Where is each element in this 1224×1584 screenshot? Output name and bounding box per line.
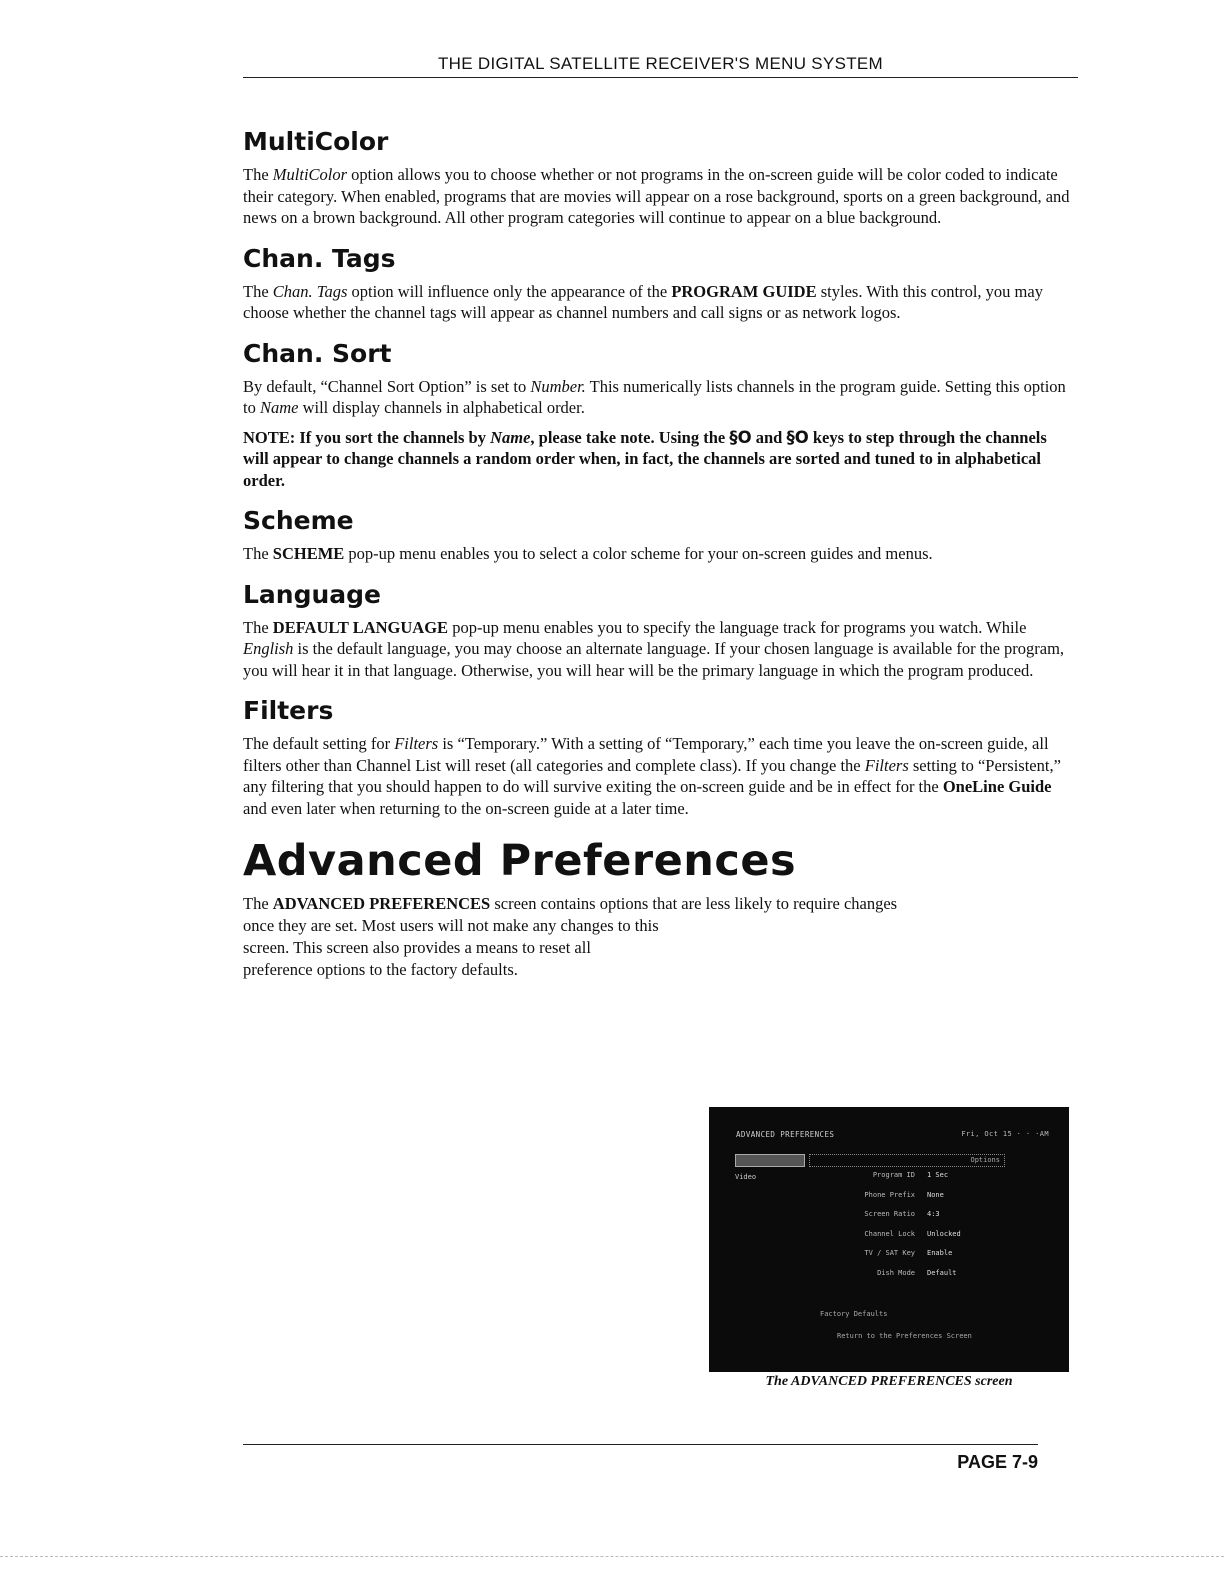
text: option allows you to choose whether or not programs in the on-screen guide will be color coded to indicate their category. When enabled, programs that are movies will appear on a rose background, sports on a green background, and news on a brown background. All other program categories will continue to appear on a blue background. [243,165,1070,227]
heading-filters: Filters [243,696,334,725]
text: will display channels in alphabetical order. [298,398,585,417]
text: and [751,427,787,447]
screen-row-option: Dish Mode [877,1268,915,1277]
screen-option-rows [815,1171,1055,1288]
text: is “Temporary.” With a setting of “Temporary,” each time you leave the on-screen guide, all filters other than Channel List will reset (all categories and complete class). If you change the [243,734,1049,775]
heading-chan-tags: Chan. Tags [243,243,396,273]
section-filters [243,695,1073,819]
paragraph-chan-sort [243,376,1073,419]
heading-chan-sort: Chan. Sort [243,338,392,368]
screen-row-option: Channel Lock [864,1229,915,1238]
text: option will influence only the appearance of the [347,281,672,301]
heading-advanced-preferences: Advanced Preferences [243,836,797,886]
bold-term: ADVANCED PREFERENCES [272,894,491,913]
term: MultiColor [272,165,348,184]
screen-row-value: 4:3 [927,1210,940,1218]
text: The [243,544,273,563]
footer-rule [243,1444,1038,1445]
text: , please take note. Using the [530,427,730,447]
term: Name [490,427,531,447]
term: English [243,639,294,658]
screen-row [815,1171,1055,1191]
heading-language: Language [243,579,382,609]
term: Filters [864,755,909,775]
channel-down-key-icon: §O [786,427,809,447]
screen-row-value: Enable [927,1249,953,1257]
section-multicolor [243,126,1073,229]
text: and even later when returning to the on-screen guide at a later time. [243,798,689,818]
text: By default, “Channel Sort Option” is set to [243,376,531,396]
screen-row [815,1230,1055,1250]
note-chan-sort [243,427,1073,492]
paragraph-filters [243,733,1073,819]
screen-return-link: Return to the Preferences Screen [837,1332,972,1340]
bold-term: DEFAULT LANGUAGE [272,617,449,637]
advanced-preferences-screenshot [709,1107,1069,1372]
text: This numerically lists channels in the program guide. Setting this option to [243,376,1066,417]
screen-row [815,1249,1055,1269]
text: NOTE: If you sort the channels by [243,427,491,447]
section-scheme [243,505,1073,565]
page-number: PAGE 7-9 [957,1452,1038,1472]
text: pop-up menu enables you to specify the language track for programs you watch. While [448,617,1027,637]
scan-artifact-line [0,1556,1224,1557]
screen-row [815,1191,1055,1211]
screen-row [815,1210,1055,1230]
section-chan-sort [243,338,1073,492]
paragraph-language [243,617,1073,682]
figure-caption: The ADVANCED PREFERENCES screen [765,1374,1013,1389]
screen-row-option: Program ID [872,1171,915,1179]
section-chan-tags [243,243,1073,324]
text: pop-up menu enables you to select a color scheme for your on-screen guides and menus. [344,544,933,563]
bold-term: SCHEME [272,544,345,563]
text: The default setting for [243,734,395,753]
screen-date: Fri, Oct 15 · · ·AM [961,1130,1049,1138]
text: The [243,894,273,913]
screen-title: ADVANCED PREFERENCES [736,1130,835,1139]
screen-factory-defaults: Factory Defaults [820,1310,888,1318]
header-rule [243,77,1078,78]
screen-tab-video: Video [735,1173,757,1181]
screen-row-option: Screen Ratio [864,1210,915,1218]
screen-tab-highlight [735,1154,805,1167]
text: The [243,281,273,301]
running-header: THE DIGITAL SATELLITE RECEIVER'S MENU SYSTEM [438,54,883,73]
paragraph-chan-tags [243,281,1073,324]
screen-row [815,1269,1055,1289]
bold-term: OneLine Guide [942,777,1052,796]
screen-row-value: 1 Sec [927,1171,949,1179]
channel-up-key-icon: §O [729,427,752,447]
text: keys to step through the channels will appear to change channels a random order when, in fact, the channels are sorted and tuned to in alphabetical order. [243,427,1047,490]
paragraph-advanced-continued: once they are set. Most users will not make any changes to this screen. This screen also provides a means to reset all preference options to the factory defaults. [243,916,659,979]
screen-row-option: TV / SAT Key [864,1249,915,1257]
heading-multicolor: MultiColor [243,127,389,156]
paragraph-multicolor [243,164,1073,229]
text: The [243,617,273,637]
screen-row-value: Default [927,1268,957,1277]
bold-term: PROGRAM GUIDE [671,281,817,301]
screen-row-option: Phone Prefix [864,1190,915,1199]
term: Name [259,398,299,417]
screen-options-header: Options [809,1154,1005,1167]
page-content [243,126,1073,981]
text: is the default language, you may choose an alternate language. If your chosen language is available for the program, you will hear it in that language. Otherwise, you will hear will be the primary language in which the program produced. [243,639,1065,680]
screen-row-value: Unlocked [927,1229,961,1238]
paragraph-scheme [243,543,1073,565]
text: setting to “Persistent,” any filtering that you should happen to do will survive exiting the on-screen guide and be in effect for the [243,755,1061,796]
screen-row-value: None [927,1190,944,1199]
text: The [243,165,273,184]
text: screen contains options that are less likely to require changes [490,894,898,913]
section-language [243,579,1073,682]
term: Number. [530,376,586,396]
paragraph-advanced-lead [243,893,1073,915]
term: Filters [394,734,439,753]
term: Chan. Tags [272,281,348,301]
heading-scheme: Scheme [243,506,354,535]
text: styles. With this control, you may choose whether the channel tags will appear as channel numbers and call signs or as network logos. [243,281,1043,322]
